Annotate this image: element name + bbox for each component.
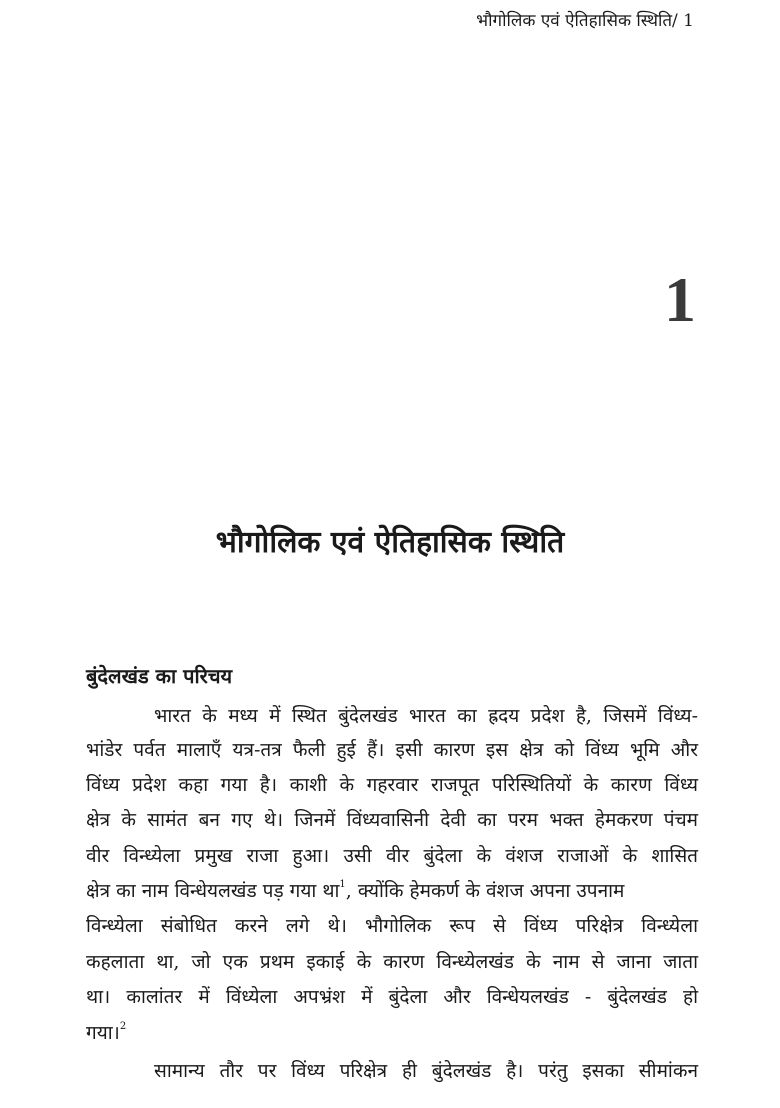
paragraph-line: भांडेर पर्वत मालाएँ यत्र-तत्र फैली हुई हैं। इसी कारण इस क्षेत्र को विंध्य भूमि और	[86, 739, 698, 761]
footnote-ref: 2	[119, 1021, 127, 1032]
paragraph-line: विन्ध्येला संबोधित करने लगे थे। भौगोलिक रूप से विंध्य परिक्षेत्र विन्ध्येला	[86, 915, 698, 937]
line-text: गया।	[86, 1022, 120, 1044]
line-text: क्षेत्र का नाम विन्धेयलखंड पड़ गया था	[86, 880, 340, 902]
paragraph-line	[86, 1021, 127, 1044]
section-heading: बुंदेलखंड का परिचय	[86, 664, 233, 688]
paragraph-line: भारत के मध्य में स्थित बुंदेलखंड भारत का ह्रदय प्रदेश है, जिसमें विंध्य-	[154, 705, 698, 727]
chapter-number: 1	[664, 264, 696, 335]
paragraph-line: कहलाता था, जो एक प्रथम इकाई के कारण विन्ध्येलखंड के नाम से जाना जाता	[86, 951, 698, 973]
paragraph-line: था। कालांतर में विंध्येला अपभ्रंश में बुंदेला और विन्धेयलखंड - बुंदेलखंड हो	[86, 986, 698, 1008]
paragraph-line: वीर विन्ध्येला प्रमुख राजा हुआ। उसी वीर बुंदेला के वंशज राजाओं के शासित	[86, 845, 698, 867]
paragraph-line: सामान्य तौर पर विंध्य परिक्षेत्र ही बुंदेलखंड है। परंतु इसका सीमांकन	[154, 1060, 698, 1082]
footnote-ref: 1	[339, 879, 346, 890]
line-text: , क्योंकि हेमकर्ण के वंशज अपना उपनाम	[345, 880, 625, 902]
running-header: भौगोलिक एवं ऐतिहासिक स्थिति/ 1	[476, 11, 694, 31]
chapter-title: भौगोलिक एवं ऐतिहासिक स्थिति	[215, 525, 565, 560]
paragraph-line	[86, 879, 625, 902]
paragraph-line: क्षेत्र के सामंत बन गए थे। जिनमें विंध्यवासिनी देवी का परम भक्त हेमकरण पंचम	[86, 809, 698, 831]
paragraph-line: विंध्य प्रदेश कहा गया है। काशी के गहरवार राजपूत परिस्थितियों के कारण विंध्य	[86, 774, 698, 796]
